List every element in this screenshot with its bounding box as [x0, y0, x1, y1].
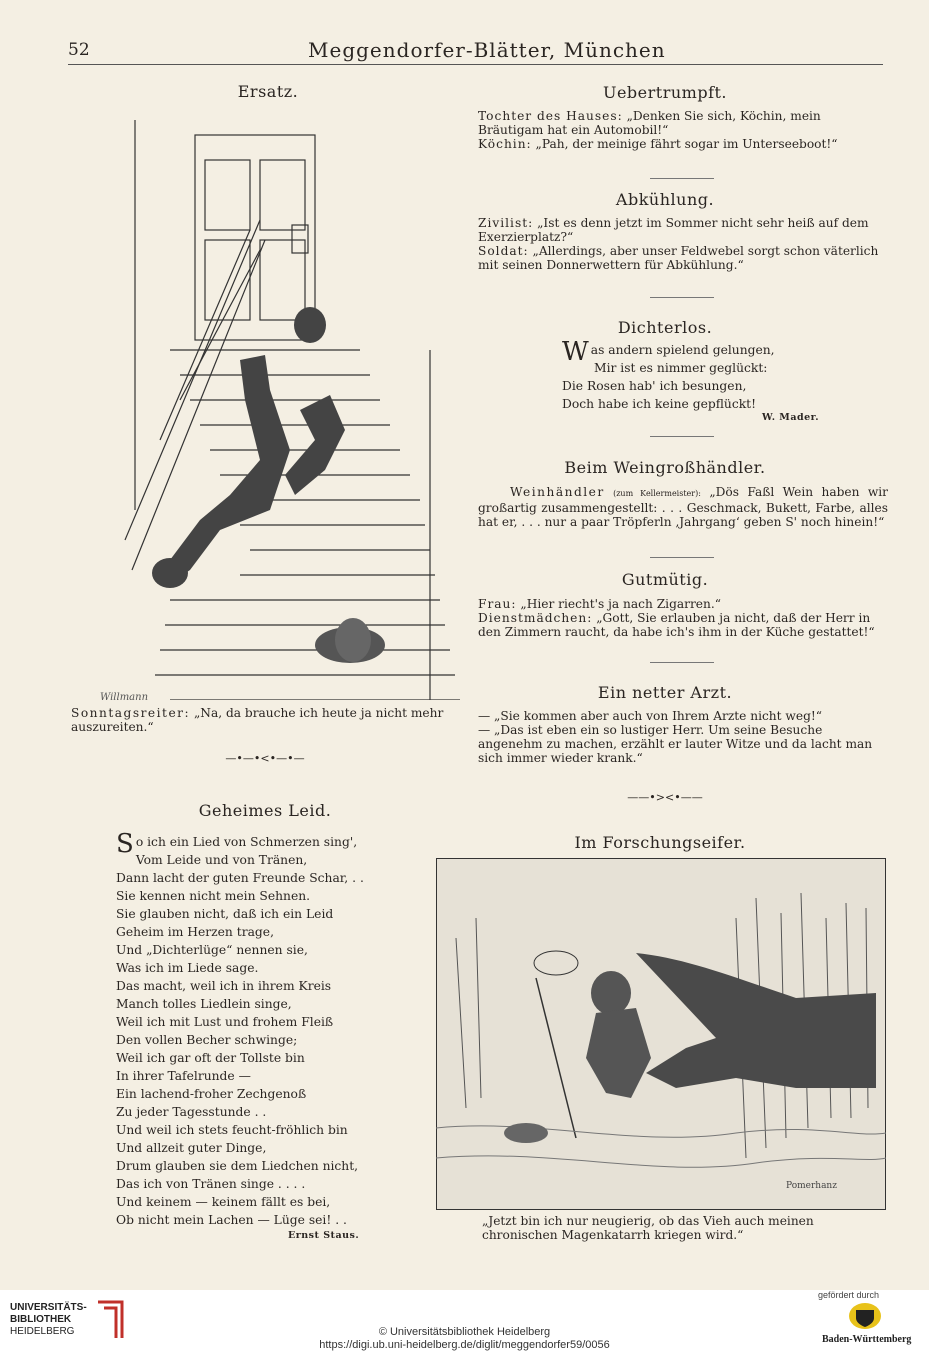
state-name: Baden-Württemberg — [822, 1334, 912, 1345]
dialog-line — [478, 137, 888, 151]
artist-signature: Pomerhanz — [786, 1181, 837, 1191]
poem-line: Und allzeit guter Dinge, — [116, 1141, 267, 1155]
svg-text:Willmann: Willmann — [100, 692, 149, 700]
library-line: UNIVERSITÄTS- — [10, 1302, 87, 1313]
ornament-right: ——•><•—— — [627, 791, 703, 804]
speaker: Tochter des Hauses: — [478, 109, 623, 123]
separator — [650, 557, 714, 558]
title-gutmuetig: Gutmütig. — [621, 570, 709, 589]
dialog-line — [478, 597, 888, 611]
caption-forschungseifer — [438, 1214, 888, 1242]
poem-line: Und „Dichterlüge“ nennen sie, — [116, 943, 308, 957]
author-staus: Ernst Staus. — [288, 1230, 360, 1241]
separator — [650, 436, 714, 437]
poem-line: Manch tolles Liedlein singe, — [116, 997, 292, 1011]
title-forschungseifer: Im Forschungseifer. — [574, 833, 746, 852]
dialog-uebertrumpft — [478, 109, 888, 151]
poem-line: Die Rosen hab' ich besungen, — [562, 379, 747, 393]
page-number: 52 — [68, 40, 90, 60]
speech: „Gott, Sie erlauben ja nicht, daß der Herr in den Zimmern raucht, da habe ich's ihm in der Küche gestattet!“ — [478, 611, 875, 639]
title-ersatz: Ersatz. — [237, 82, 299, 101]
speech: „Denken Sie sich, Köchin, mein Bräutigam hat ein Automobil!“ — [478, 109, 821, 137]
caption-text: „Na, da brauche ich heute ja nicht mehr auszureiten.“ — [71, 706, 444, 734]
poem-line: Und weil ich stets feucht-fröhlich bin — [116, 1123, 348, 1137]
dialog-line: — „Das ist eben ein so lustiger Herr. Um seine Besuche angenehm zu machen, erzählt er lauter Witze und da lacht man sich immer wieder krank.“ — [478, 723, 873, 765]
poem-line: Was ich im Liede sage. — [116, 961, 259, 975]
running-title: Meggendorfer-Blätter, München — [308, 38, 666, 62]
poem-line: Weil ich gar oft der Tollste bin — [116, 1051, 305, 1065]
illustration-stairs-fall — [70, 100, 465, 700]
speech: „Pah, der meinige fährt sogar im Unterseeboot!“ — [535, 137, 838, 151]
speaker: Weinhändler — [510, 485, 605, 499]
dialog-line — [478, 244, 888, 272]
state-coat-of-arms-icon — [848, 1302, 882, 1330]
footer-bar — [0, 1290, 929, 1352]
dropcap: W — [562, 337, 589, 367]
poem-line: Zu jeder Tagesstunde . . — [116, 1105, 267, 1119]
poem-line: Dann lacht der guten Freunde Schar, . . — [116, 871, 364, 885]
title-weingrosshaendler: Beim Weingroßhändler. — [564, 458, 766, 477]
dropcap: S — [116, 829, 134, 859]
speaker: Köchin: — [478, 137, 532, 151]
poem-line: Das macht, weil ich in ihrem Kreis — [116, 979, 332, 993]
poem-line: as andern spielend gelungen, — [590, 343, 775, 357]
speech: „Hier riecht's ja nach Zigarren.“ — [520, 597, 721, 611]
caption-text: „Jetzt bin ich nur neugierig, ob das Vieh auch meinen chronischen Magenkatarrh kriegen wird.“ — [482, 1214, 814, 1242]
dialog-gutmuetig — [478, 597, 888, 639]
separator — [650, 178, 714, 179]
poem-line: o ich ein Lied von Schmerzen sing', — [135, 835, 358, 849]
speaker: Soldat: — [478, 244, 529, 258]
speech: „Allerdings, aber unser Feldwebel sorgt schon väterlich mit seinen Donnerwettern für Abkühlung.“ — [478, 244, 879, 272]
speaker: Dienstmädchen: — [478, 611, 593, 625]
speaker: Zivilist: — [478, 216, 534, 230]
poem-line: Den vollen Becher schwinge; — [116, 1033, 298, 1047]
poem-line: Weil ich mit Lust und frohem Fleiß — [116, 1015, 334, 1029]
separator — [650, 662, 714, 663]
poem-line: In ihrer Tafelrunde — — [116, 1069, 251, 1083]
source-url[interactable]: https://digi.ub.uni-heidelberg.de/diglit/meggendorfer59/0056 — [319, 1339, 610, 1351]
author-mader: W. Mader. — [762, 412, 820, 423]
poem-line: Das ich von Tränen singe . . . . — [116, 1177, 306, 1191]
text-weingrosshaendler — [478, 485, 888, 529]
separator — [650, 297, 714, 298]
library-line: HEIDELBERG — [10, 1326, 75, 1337]
funded-by: gefördert durch — [818, 1290, 880, 1300]
dialog-arzt — [478, 709, 888, 765]
poem-line: Sie glauben nicht, daß ich ein Leid — [116, 907, 334, 921]
title-uebertrumpft: Uebertrumpft. — [602, 83, 728, 102]
speaker: Frau: — [478, 597, 517, 611]
poem-line: Vom Leide und von Tränen, — [135, 853, 308, 867]
header-rule — [68, 64, 883, 65]
title-arzt: Ein netter Arzt. — [597, 683, 733, 702]
illustration-crocodile — [436, 858, 886, 1210]
dialog-line: — „Sie kommen aber auch von Ihrem Arzte nicht weg!“ — [478, 709, 823, 723]
poem-dichterlos — [562, 337, 852, 413]
poem-line: Ein lachend-froher Zechgenoß — [116, 1087, 307, 1101]
copyright: © Universitätsbibliothek Heidelberg — [378, 1326, 551, 1338]
poem-line: Und keinem — keinem fällt es bei, — [116, 1195, 331, 1209]
dialog-line — [478, 109, 888, 137]
poem-line: Geheim im Herzen trage, — [116, 925, 274, 939]
poem-line: Sie kennen nicht mein Sehnen. — [116, 889, 311, 903]
caption-ersatz — [71, 706, 459, 734]
dialog-line — [478, 216, 888, 244]
page-header — [68, 36, 883, 66]
poem-line: Ob nicht mein Lachen — Lüge sei! . . — [116, 1213, 347, 1227]
stage-direction: (zum Kellermeister): — [613, 489, 701, 498]
speech: „Ist es denn jetzt im Sommer nicht sehr heiß auf dem Exerzierplatz?“ — [478, 216, 869, 244]
dialog-abkuehlung — [478, 216, 888, 272]
poem-line: Mir ist es nimmer geglückt: — [594, 361, 768, 375]
title-abkuehlung: Abkühlung. — [615, 190, 715, 209]
dialog-line — [478, 611, 888, 639]
library-line: BIBLIOTHEK — [10, 1314, 72, 1325]
title-dichterlos: Dichterlos. — [617, 318, 713, 337]
poem-geheimes-leid — [116, 829, 426, 1229]
poem-line: Drum glauben sie dem Liedchen nicht, — [116, 1159, 359, 1173]
caption-speaker: Sonntagsreiter: — [71, 706, 191, 720]
poem-line: Doch habe ich keine gepflückt! — [562, 397, 757, 411]
ornament-left: —•—•<•—•— — [225, 752, 305, 765]
title-geheimes-leid: Geheimes Leid. — [198, 801, 332, 820]
speech: „Dös Faßl Wein haben wir großartig zusammengestellt: . . . Geschmack, Bukett, Farbe, alles hat er, . . . nur a paar Tröpferln ‚Jahrgang‘ geben S' noch hinein!“ — [478, 485, 889, 529]
